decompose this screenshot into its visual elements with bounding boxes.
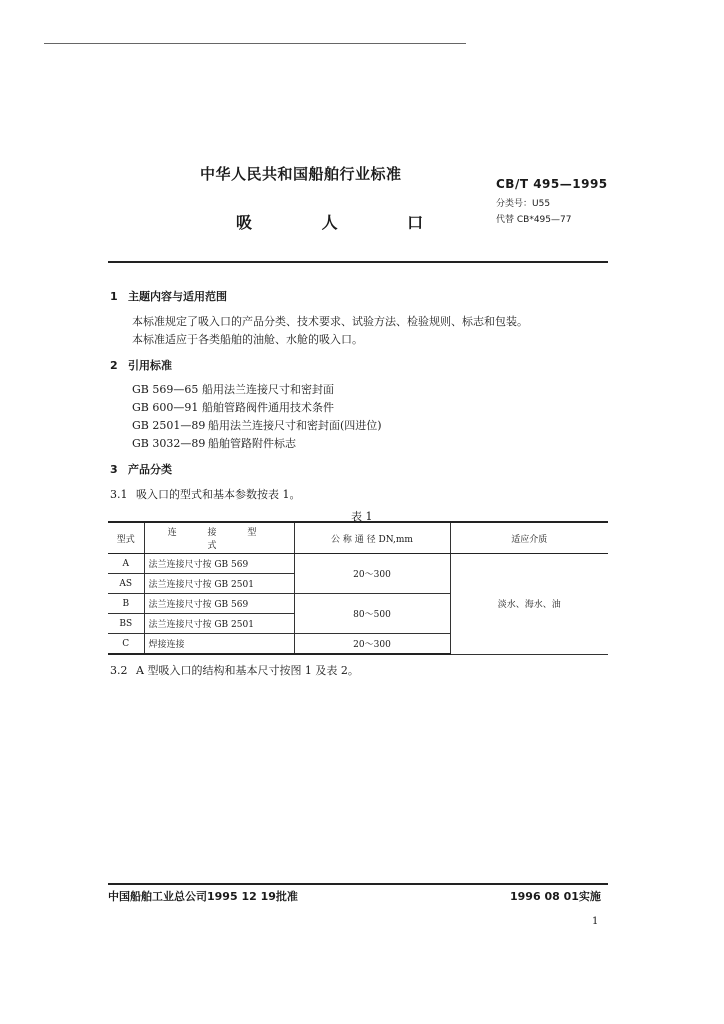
clause-3-2 bbox=[110, 662, 359, 678]
classification-number: 分类号：U55 bbox=[496, 199, 551, 209]
section-1-para-2: 本标准适应于各类船舶的油舱、水舱的吸入口。 bbox=[132, 333, 363, 346]
replaces-standard: 代替 CB*495—77 bbox=[496, 215, 572, 225]
section-number: 2 bbox=[110, 359, 118, 372]
table-caption: 表 1 bbox=[351, 510, 373, 523]
cell-type: AS bbox=[108, 574, 144, 594]
section-3-heading bbox=[110, 461, 172, 477]
implementation-date: 1996 08 01实施 bbox=[510, 890, 601, 903]
table-1 bbox=[108, 521, 608, 655]
section-title: 产品分类 bbox=[128, 463, 172, 476]
cell-type: A bbox=[108, 554, 144, 574]
page-number: 1 bbox=[592, 916, 599, 927]
table-row bbox=[108, 554, 608, 574]
top-rule bbox=[44, 43, 466, 44]
header-type: 型式 bbox=[108, 522, 144, 554]
section-number: 1 bbox=[110, 290, 118, 303]
clause-number: 3.1 bbox=[110, 488, 128, 501]
section-title: 引用标准 bbox=[128, 359, 172, 372]
clause-number: 3.2 bbox=[110, 664, 128, 677]
cell-connection: 法兰连接尺寸按 GB 569 bbox=[144, 554, 294, 574]
reference-title: 船用法兰连接尺寸和密封面 bbox=[202, 383, 334, 396]
cell-connection: 法兰连接尺寸按 GB 2501 bbox=[144, 574, 294, 594]
reference-code: GB 2501—89 bbox=[132, 419, 206, 432]
header-connection: 连 接 型 式 bbox=[144, 522, 294, 554]
section-1-para-1: 本标准规定了吸入口的产品分类、技术要求、试验方法、检验规则、标志和包装。 bbox=[132, 315, 528, 328]
cell-connection: 法兰连接尺寸按 GB 2501 bbox=[144, 614, 294, 634]
clause-text: 吸入口的型式和基本参数按表 1。 bbox=[136, 488, 301, 501]
cell-type: C bbox=[108, 634, 144, 655]
reference-title: 船舶管路附件标志 bbox=[208, 437, 296, 450]
standard-number: CB/T 495—1995 bbox=[496, 177, 608, 191]
header-rule bbox=[108, 261, 608, 263]
cell-connection: 法兰连接尺寸按 GB 569 bbox=[144, 594, 294, 614]
section-1-heading bbox=[110, 288, 227, 304]
cell-dn: 20～300 bbox=[294, 554, 450, 594]
header-medium: 适应介质 bbox=[450, 522, 608, 554]
cell-connection: 焊接连接 bbox=[144, 634, 294, 655]
clause-text: A 型吸入口的结构和基本尺寸按图 1 及表 2。 bbox=[136, 664, 359, 677]
reference-title: 船用法兰连接尺寸和密封面(四进位) bbox=[208, 419, 382, 432]
clause-3-1 bbox=[110, 486, 301, 502]
section-title: 主题内容与适用范围 bbox=[128, 290, 227, 303]
reference-item bbox=[132, 399, 334, 415]
footer-rule bbox=[108, 883, 608, 885]
section-number: 3 bbox=[110, 463, 118, 476]
table-header-row bbox=[108, 522, 608, 554]
reference-item bbox=[132, 435, 296, 451]
reference-item bbox=[132, 417, 382, 433]
issuer-title: 中华人民共和国船舶行业标准 bbox=[200, 165, 402, 183]
cell-type: BS bbox=[108, 614, 144, 634]
reference-item bbox=[132, 381, 334, 397]
document-title: 吸 人 口 bbox=[236, 213, 456, 232]
cell-medium: 淡水、海水、油 bbox=[450, 554, 608, 655]
cell-dn: 80～500 bbox=[294, 594, 450, 634]
cell-dn: 20～300 bbox=[294, 634, 450, 655]
cell-type: B bbox=[108, 594, 144, 614]
approval-line: 中国船舶工业总公司1995 12 19批准 bbox=[108, 890, 298, 903]
reference-code: GB 569—65 bbox=[132, 383, 199, 396]
reference-title: 船舶管路阀件通用技术条件 bbox=[202, 401, 334, 414]
header-dn: 公 称 通 径 DN,mm bbox=[294, 522, 450, 554]
reference-code: GB 600—91 bbox=[132, 401, 199, 414]
reference-code: GB 3032—89 bbox=[132, 437, 206, 450]
section-2-heading bbox=[110, 357, 172, 373]
